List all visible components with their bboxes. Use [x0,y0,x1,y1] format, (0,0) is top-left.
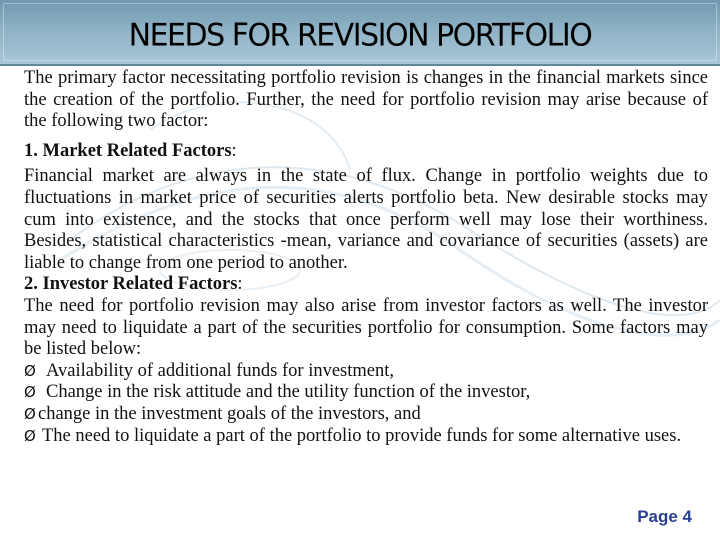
investor-factors-text: The need for portfolio revision may also arise from investor factors as well. The investor may need to liquidate a part of the securities portfolio for consumption. Some factors may be listed below: [24,295,708,360]
list-item: Ø change in the investment goals of the investors, and [24,403,421,424]
market-factors-text: Financial market are always in the state of flux. Change in portfolio weights due to fluctuations in market price of securities alerts portfolio beta. New desirable stocks may cum into existence, and the stocks that once perform well may lose their worthiness. Besides, statistical characteristics -mean, variance and covariance of securities (assets) are liable to change from one period to another. [24,166,708,273]
page-number: Page 4 [637,507,692,526]
intro-paragraph: The primary factor necessitating portfolio revision is changes in the financial markets since the creation of the portfolio. Further, the need for portfolio revision may arise because of the following two factor: [24,68,708,132]
arrow-bullet-icon: Ø [24,404,36,423]
investor-factors-heading: 2. Investor Related Factors: [24,274,243,295]
market-factors-heading: 1. Market Related Factors: [24,140,237,161]
arrow-bullet-icon: Ø [24,426,36,445]
page-title: NEEDS FOR REVISION PORTFOLIO [128,17,592,54]
list-item: Ø Change in the risk attitude and the utility function of the investor, [24,382,531,403]
content-body [24,68,708,447]
list-item: Ø Availability of additional funds for investment, [24,360,395,381]
arrow-bullet-icon: Ø [24,383,36,402]
list-item: Ø The need to liquidate a part of the portfolio to provide funds for some alternative uses. [24,425,682,446]
arrow-bullet-icon: Ø [24,361,36,380]
